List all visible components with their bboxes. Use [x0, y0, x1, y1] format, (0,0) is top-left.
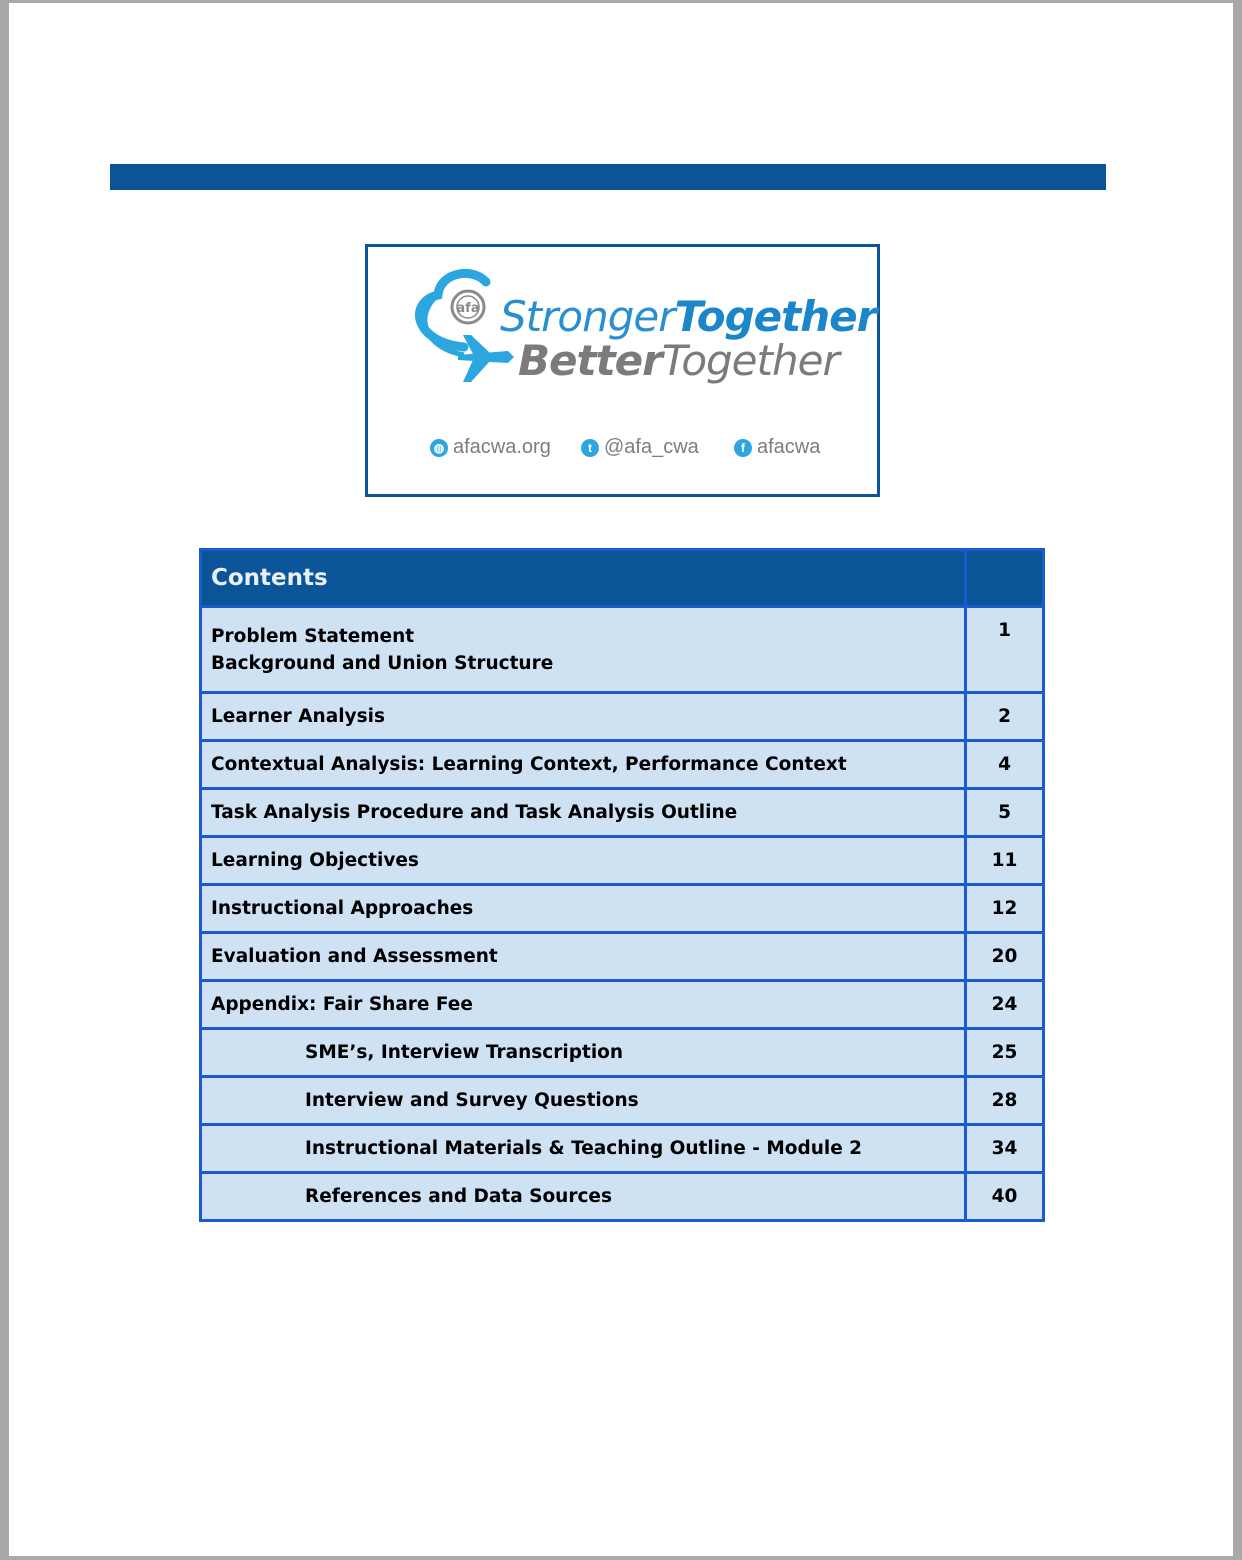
logo-tagline-2 [518, 336, 839, 385]
website-link[interactable] [430, 436, 551, 459]
toc-page-number: 28 [966, 1077, 1044, 1125]
facebook-icon: f [734, 439, 752, 457]
twitter-text: @afa_cwa [604, 436, 699, 458]
table-row[interactable] [201, 885, 1044, 933]
toc-page-number: 12 [966, 885, 1044, 933]
globe-icon: ◍ [430, 439, 448, 457]
toc-entry-line: Problem Statement [211, 625, 415, 647]
facebook-link[interactable] [734, 436, 820, 459]
toc-page-number: 11 [966, 837, 1044, 885]
toc-entry-title: SME’s, Interview Transcription [201, 1029, 966, 1077]
toc-entry-title: Evaluation and Assessment [201, 933, 966, 981]
table-row[interactable] [201, 1125, 1044, 1173]
toc-entry-title: References and Data Sources [201, 1173, 966, 1221]
logo-tagline-1 [500, 292, 876, 341]
document-page [9, 3, 1233, 1556]
toc-page-number: 20 [966, 933, 1044, 981]
toc-page-number: 24 [966, 981, 1044, 1029]
logo-word-together-2: Together [661, 336, 839, 385]
toc-entry-title: Task Analysis Procedure and Task Analysis Outline [201, 789, 966, 837]
facebook-text: afacwa [757, 436, 821, 458]
table-row[interactable] [201, 789, 1044, 837]
toc-entry-line: Background and Union Structure [211, 652, 554, 674]
toc-entry-title: Appendix: Fair Share Fee [201, 981, 966, 1029]
table-row[interactable] [201, 981, 1044, 1029]
contents-header-row [201, 550, 1044, 607]
logo-banner [365, 244, 880, 497]
toc-entry-title: Learner Analysis [201, 693, 966, 741]
toc-page-number: 25 [966, 1029, 1044, 1077]
toc-page-number: 1 [966, 607, 1044, 693]
toc-entry-title [201, 607, 966, 693]
table-row[interactable] [201, 1029, 1044, 1077]
toc-page-number: 34 [966, 1125, 1044, 1173]
toc-page-number: 2 [966, 693, 1044, 741]
twitter-link[interactable] [581, 436, 699, 459]
seal-logo-text: afa [456, 301, 480, 316]
toc-entry-title: Instructional Approaches [201, 885, 966, 933]
toc-page-number: 4 [966, 741, 1044, 789]
contents-table [199, 548, 1045, 1222]
table-row[interactable] [201, 837, 1044, 885]
website-text: afacwa.org [453, 436, 551, 458]
logo-word-stronger: Stronger [500, 292, 675, 341]
table-row[interactable] [201, 607, 1044, 693]
contents-header-blank [966, 550, 1044, 607]
toc-entry-title: Learning Objectives [201, 837, 966, 885]
toc-page-number: 5 [966, 789, 1044, 837]
table-row[interactable] [201, 741, 1044, 789]
logo-word-better: Better [518, 336, 662, 385]
table-row[interactable] [201, 1077, 1044, 1125]
contents-heading: Contents [201, 550, 966, 607]
table-row[interactable] [201, 1173, 1044, 1221]
header-rule [110, 164, 1106, 190]
toc-entry-title: Instructional Materials & Teaching Outline - Module 2 [201, 1125, 966, 1173]
twitter-icon: t [581, 439, 599, 457]
toc-page-number: 40 [966, 1173, 1044, 1221]
toc-entry-title: Interview and Survey Questions [201, 1077, 966, 1125]
logo-word-together-1: Together [674, 292, 877, 341]
table-row[interactable] [201, 693, 1044, 741]
table-row[interactable] [201, 933, 1044, 981]
toc-entry-title: Contextual Analysis: Learning Context, Performance Context [201, 741, 966, 789]
